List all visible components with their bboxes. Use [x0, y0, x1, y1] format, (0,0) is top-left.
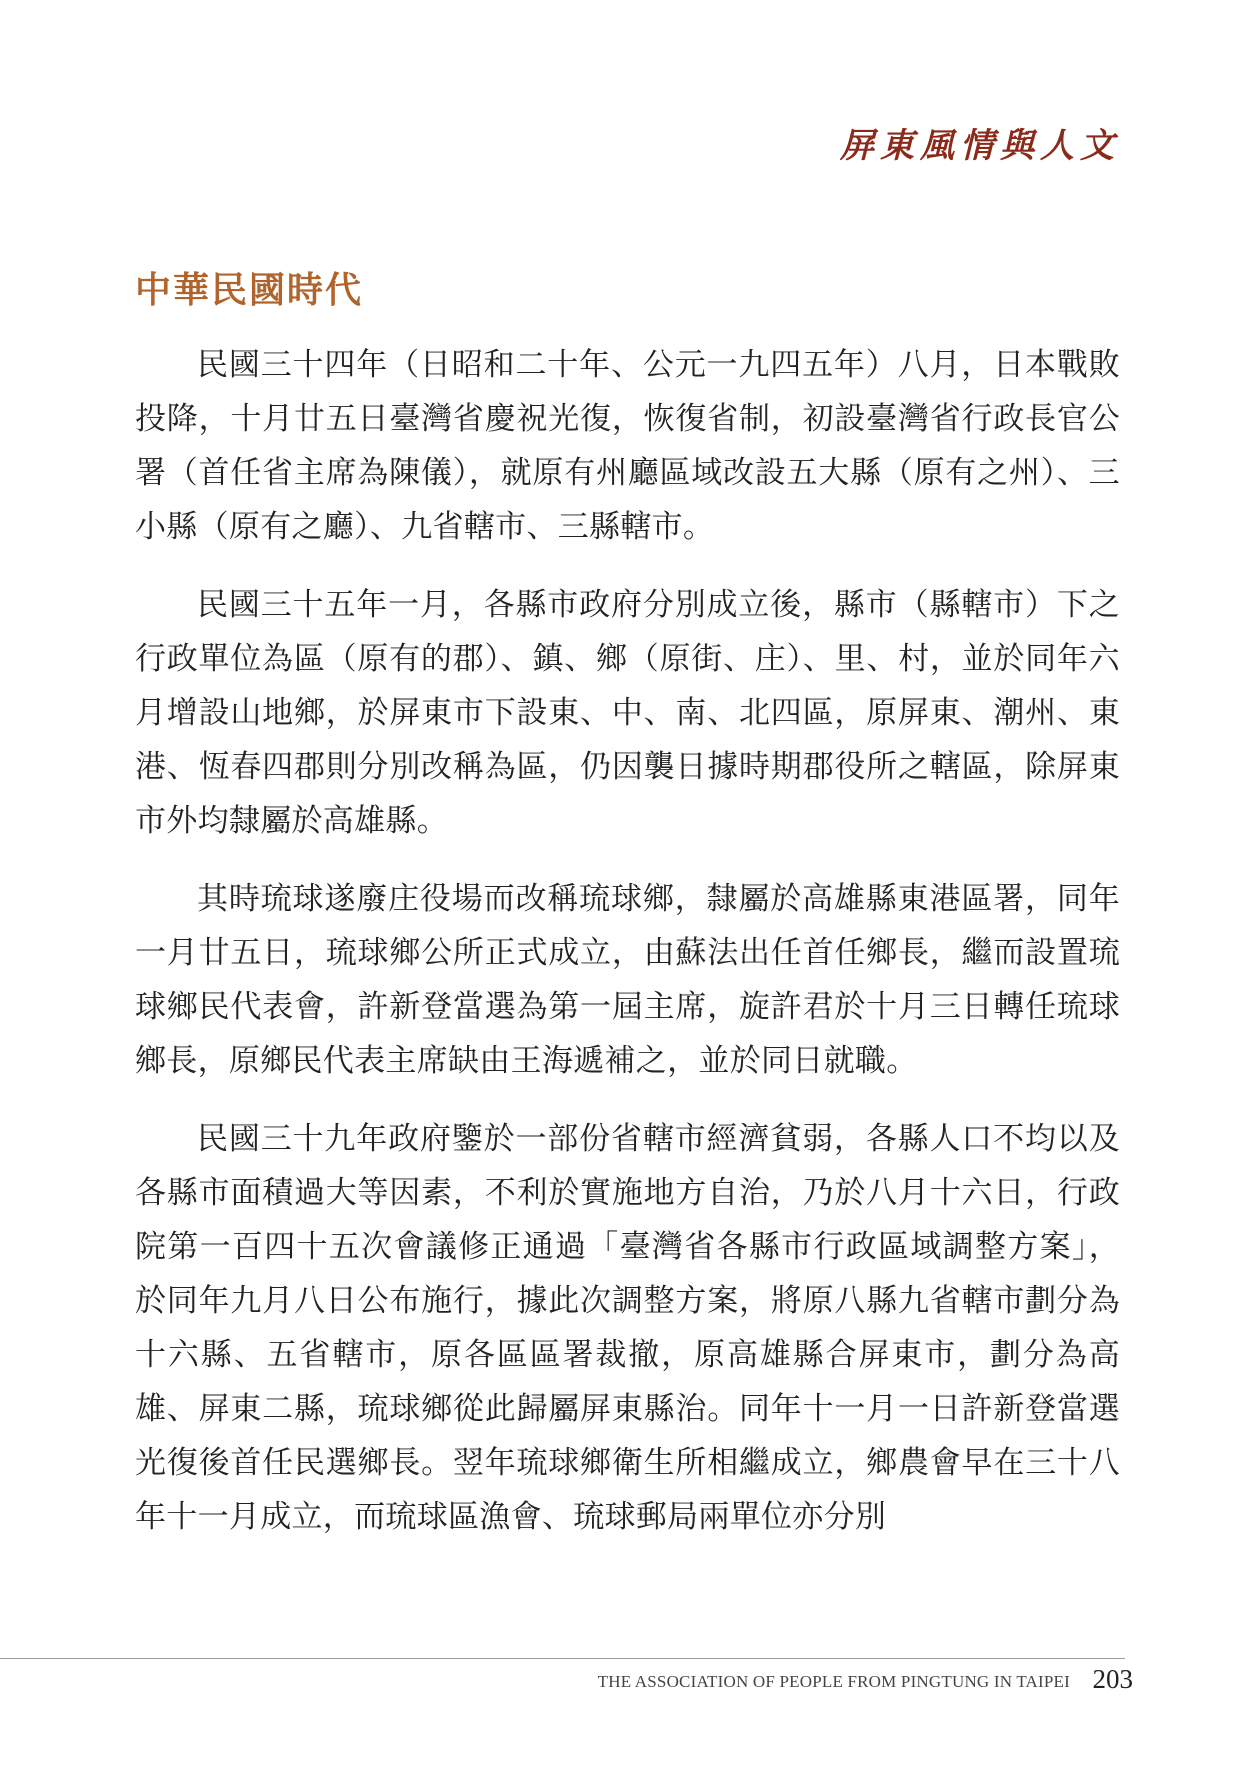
page-number: 203 — [1092, 1664, 1133, 1694]
running-header-title: 屏東風情與人文 — [840, 126, 1120, 166]
footer-divider — [0, 1658, 1125, 1659]
footer-organization: THE ASSOCIATION OF PEOPLE FROM PINGTUNG IN TAIPEI — [597, 1672, 1070, 1691]
paragraph-1: 民國三十四年（日昭和二十年、公元一九四五年）八月，日本戰敗投降，十月廿五日臺灣省慶祝光復，恢復省制，初設臺灣省行政長官公署（首任省主席為陳儀），就原有州廳區域改設五大縣（原有之州）、三小縣（原有之廳）、九省轄市、三縣轄市。 — [135, 347, 1120, 545]
paragraph-4: 民國三十九年政府鑒於一部份省轄市經濟貧弱，各縣人口不均以及各縣市面積過大等因素，不利於實施地方自治，乃於八月十六日，行政院第一百四十五次會議修正通過「臺灣省各縣市行政區域調整方案」，於同年九月八日公布施行，據此次調整方案，將原八縣九省轄市劃分為十六縣、五省轄市，原各區區署裁撤，原高雄縣合屏東市，劃分為高雄、屏東二縣，琉球鄉從此歸屬屏東縣治。同年十一月一日許新登當選光復後首任民選鄉長。翌年琉球鄉衛生所相繼成立，鄉農會早在三十八年十一月成立，而琉球區漁會、琉球郵局兩單位亦分別 — [135, 1121, 1120, 1535]
section-title: 中華民國時代 — [135, 270, 364, 311]
body-text — [135, 338, 1120, 1568]
paragraph-2: 民國三十五年一月，各縣市政府分別成立後，縣市（縣轄市）下之行政單位為區（原有的郡）、鎮、鄉（原街、庄）、里、村，並於同年六月增設山地鄉，於屏東市下設東、中、南、北四區，原屏東、潮州、東港、恆春四郡則分別改稱為區，仍因襲日據時期郡役所之轄區，除屏東市外均隸屬於高雄縣。 — [135, 587, 1120, 839]
paragraph-3: 其時琉球遂廢庄役場而改稱琉球鄉，隸屬於高雄縣東港區署，同年一月廿五日，琉球鄉公所正式成立，由蘇法出任首任鄉長，繼而設置琉球鄉民代表會，許新登當選為第一屆主席，旋許君於十月三日轉任琉球鄉長，原鄉民代表主席缺由王海遞補之，並於同日就職。 — [135, 881, 1120, 1079]
